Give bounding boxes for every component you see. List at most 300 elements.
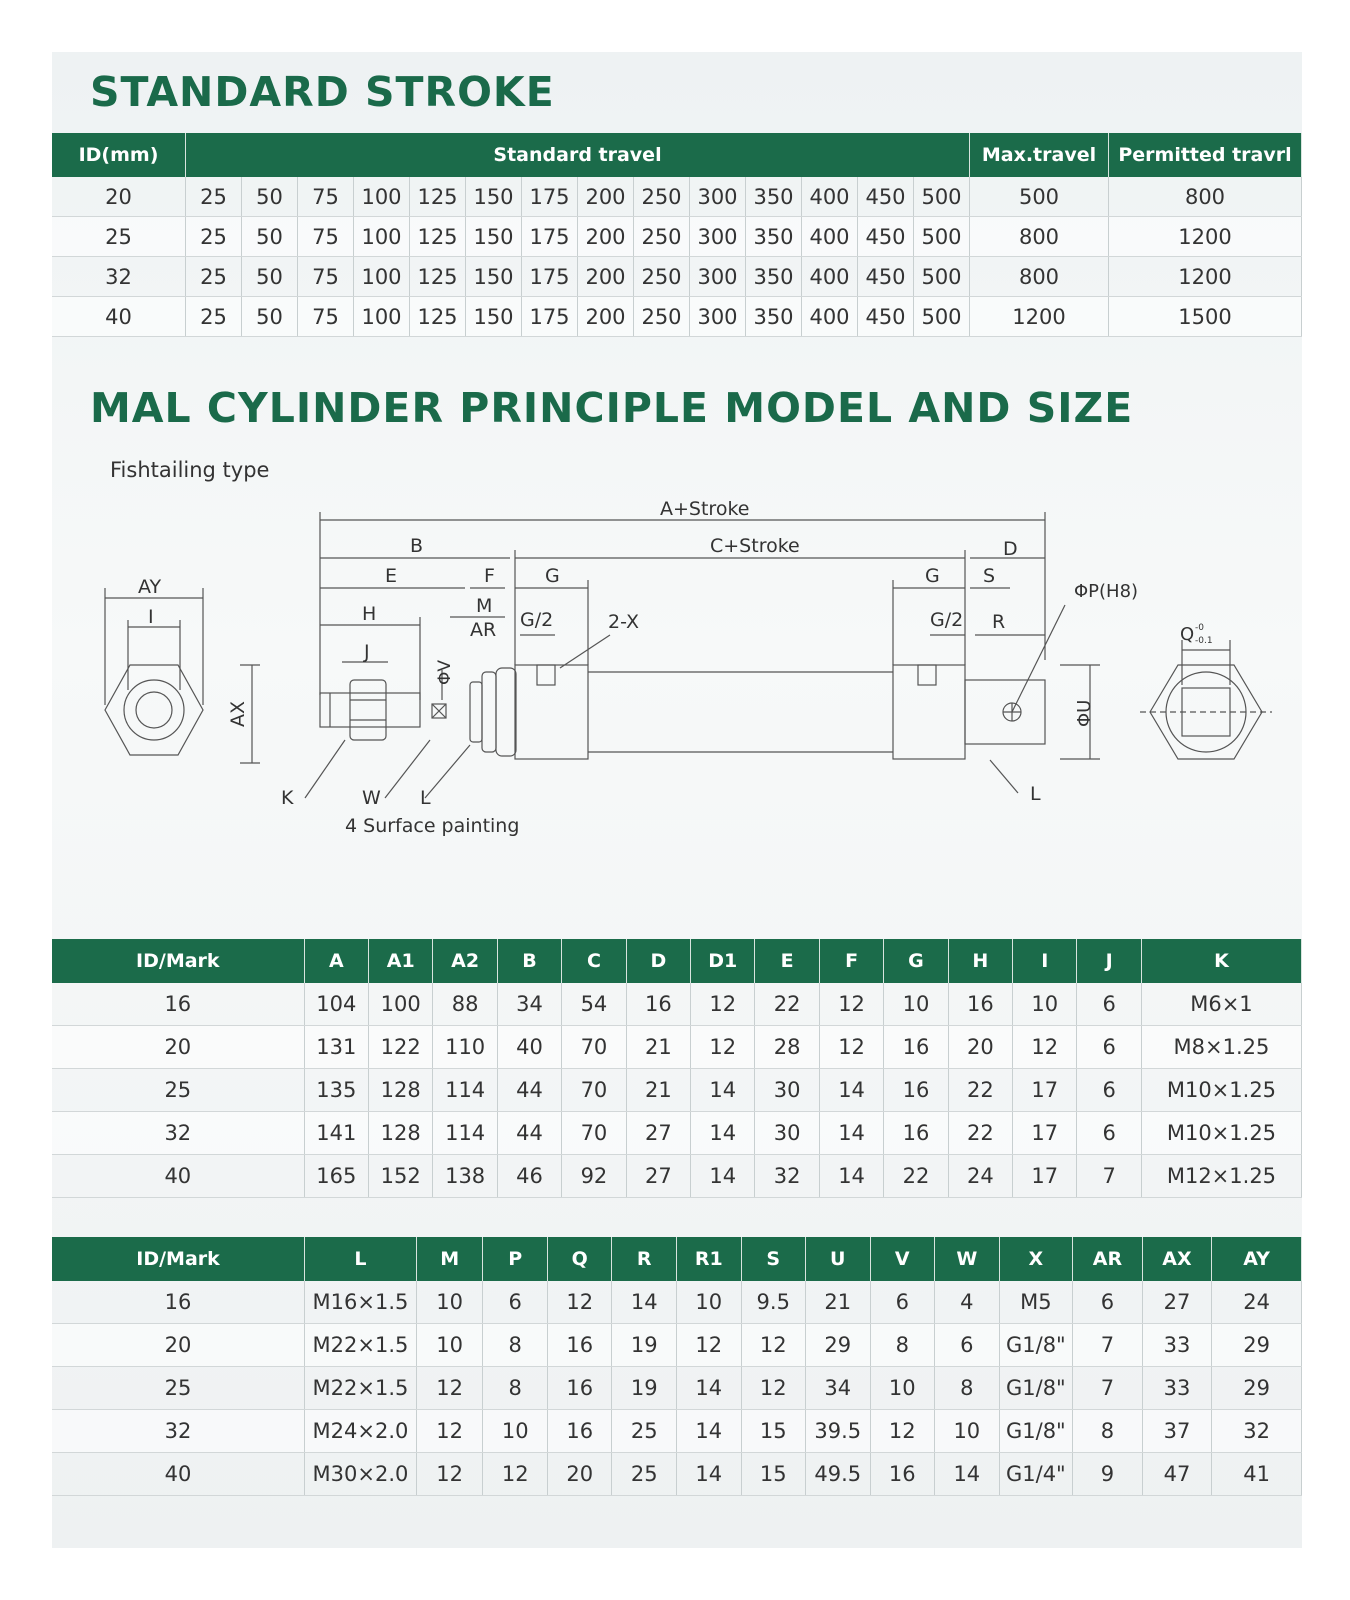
table-cell: 114: [433, 1069, 497, 1112]
travel-cell: 350: [746, 177, 802, 217]
table-cell: 15: [741, 1453, 806, 1496]
permitted-travel-cell: 800: [1109, 177, 1302, 217]
travel-cell: 25: [186, 257, 242, 297]
label-l-right: L: [1030, 783, 1041, 805]
table-cell: 12: [870, 1410, 935, 1453]
table-cell: 128: [369, 1112, 433, 1155]
label-b: B: [410, 535, 424, 557]
table-cell: 16: [870, 1453, 935, 1496]
table-cell: 12: [483, 1453, 548, 1496]
table-row: [52, 1069, 1302, 1112]
travel-cell: 450: [858, 297, 914, 337]
table-cell: 14: [819, 1069, 883, 1112]
label-q: Q: [1180, 624, 1195, 645]
label-p: ΦP(H8): [1074, 581, 1139, 602]
column-header: AY: [1212, 1237, 1302, 1281]
column-header: Q: [547, 1237, 612, 1281]
table-cell: 25: [52, 1069, 304, 1112]
table-cell: 12: [741, 1324, 806, 1367]
table-cell: 14: [676, 1453, 741, 1496]
travel-cell: 150: [466, 217, 522, 257]
table-cell: 16: [884, 1026, 948, 1069]
label-r: R: [992, 611, 1006, 633]
travel-cell: 75: [298, 297, 354, 337]
table-cell: 33: [1142, 1324, 1212, 1367]
table-cell: M5: [999, 1281, 1073, 1324]
label-ax: AX: [227, 700, 249, 727]
column-header: A2: [433, 939, 497, 983]
table-row: [52, 177, 1302, 217]
travel-cell: 500: [914, 297, 970, 337]
travel-cell: 350: [746, 297, 802, 337]
travel-cell: 350: [746, 217, 802, 257]
table-cell: 19: [612, 1324, 677, 1367]
column-header: P: [483, 1237, 548, 1281]
table-cell: 40: [497, 1026, 561, 1069]
column-header: F: [819, 939, 883, 983]
table-cell: 34: [806, 1367, 871, 1410]
table-cell: 122: [369, 1026, 433, 1069]
travel-cell: 400: [802, 217, 858, 257]
table-cell: 15: [741, 1410, 806, 1453]
table-row: [52, 257, 1302, 297]
travel-cell: 500: [914, 257, 970, 297]
table-cell: 10: [676, 1281, 741, 1324]
table-cell: 131: [304, 1026, 368, 1069]
model-size-title: MAL CYLINDER PRINCIPLE MODEL AND SIZE: [90, 384, 1134, 432]
travel-cell: 200: [578, 297, 634, 337]
table-row: [52, 1324, 1302, 1367]
table-cell: 70: [562, 1026, 626, 1069]
travel-cell: 100: [354, 177, 410, 217]
table-cell: 21: [626, 1026, 690, 1069]
label-surface-painting: 4 Surface painting: [345, 815, 520, 837]
travel-cell: 150: [466, 297, 522, 337]
label-g-left: G: [545, 565, 560, 587]
table-cell: 29: [1212, 1324, 1302, 1367]
column-header: B: [497, 939, 561, 983]
table-cell: 16: [884, 1069, 948, 1112]
column-header: A: [304, 939, 368, 983]
travel-cell: 100: [354, 217, 410, 257]
travel-cell: 450: [858, 217, 914, 257]
table-cell: G1/8": [999, 1410, 1073, 1453]
table-cell: 141: [304, 1112, 368, 1155]
travel-cell: 200: [578, 257, 634, 297]
table-cell: 16: [547, 1410, 612, 1453]
travel-cell: 450: [858, 257, 914, 297]
table-cell: 10: [870, 1367, 935, 1410]
header-max-travel: Max.travel: [970, 133, 1109, 177]
column-header: H: [948, 939, 1012, 983]
table-cell: 44: [497, 1069, 561, 1112]
column-header: K: [1141, 939, 1301, 983]
table-cell: 20: [52, 1324, 305, 1367]
column-header: I: [1013, 939, 1077, 983]
cylinder-diagram: [0, 480, 1350, 840]
travel-cell: 75: [298, 257, 354, 297]
table-cell: 70: [562, 1112, 626, 1155]
table-cell: 22: [948, 1112, 1012, 1155]
bore-id-cell: 25: [52, 217, 186, 257]
travel-cell: 125: [410, 297, 466, 337]
table-cell: 6: [1077, 1069, 1141, 1112]
label-c-stroke: C+Stroke: [710, 535, 800, 557]
travel-cell: 300: [690, 257, 746, 297]
table-cell: 14: [691, 1155, 755, 1198]
label-m: M: [476, 595, 493, 617]
travel-cell: 200: [578, 177, 634, 217]
table-cell: 40: [52, 1155, 304, 1198]
table-row: [52, 1410, 1302, 1453]
label-q-tol-up: -0: [1195, 623, 1204, 633]
travel-cell: 125: [410, 217, 466, 257]
type-subtitle: Fishtailing type: [110, 458, 270, 482]
table-cell: 47: [1142, 1453, 1212, 1496]
table-cell: 17: [1013, 1069, 1077, 1112]
max-travel-cell: 500: [970, 177, 1109, 217]
max-travel-cell: 1200: [970, 297, 1109, 337]
table-cell: 22: [755, 983, 819, 1026]
table-cell: M16×1.5: [305, 1281, 417, 1324]
table-cell: 8: [1073, 1410, 1143, 1453]
table-cell: 92: [562, 1155, 626, 1198]
table-cell: 138: [433, 1155, 497, 1198]
label-l-left: L: [420, 787, 431, 809]
table-cell: 32: [1212, 1410, 1302, 1453]
travel-cell: 175: [522, 177, 578, 217]
table-cell: 12: [416, 1367, 483, 1410]
table-cell: 7: [1073, 1367, 1143, 1410]
table-cell: 8: [483, 1324, 548, 1367]
travel-cell: 200: [578, 217, 634, 257]
label-i: I: [148, 606, 154, 628]
table-cell: 165: [304, 1155, 368, 1198]
table-cell: 12: [691, 1026, 755, 1069]
table-cell: 25: [612, 1453, 677, 1496]
travel-cell: 350: [746, 257, 802, 297]
table-cell: 14: [676, 1367, 741, 1410]
travel-cell: 125: [410, 177, 466, 217]
table-cell: 20: [52, 1026, 304, 1069]
label-w: W: [362, 787, 381, 809]
table-cell: 33: [1142, 1367, 1212, 1410]
table-cell: 39.5: [806, 1410, 871, 1453]
table-cell: M22×1.5: [305, 1324, 417, 1367]
table-cell: 12: [819, 983, 883, 1026]
table-cell: G1/4": [999, 1453, 1073, 1496]
table-cell: 14: [935, 1453, 1000, 1496]
table-cell: 24: [1212, 1281, 1302, 1324]
column-header: A1: [369, 939, 433, 983]
permitted-travel-cell: 1200: [1109, 217, 1302, 257]
table-cell: 6: [1077, 1026, 1141, 1069]
table-cell: M10×1.25: [1141, 1069, 1301, 1112]
table-cell: 32: [52, 1410, 305, 1453]
table-cell: 24: [948, 1155, 1012, 1198]
travel-cell: 100: [354, 257, 410, 297]
travel-cell: 100: [354, 297, 410, 337]
travel-cell: 450: [858, 177, 914, 217]
travel-cell: 300: [690, 217, 746, 257]
table-cell: 20: [547, 1453, 612, 1496]
table-cell: 16: [52, 983, 304, 1026]
bore-id-cell: 40: [52, 297, 186, 337]
table-cell: 16: [948, 983, 1012, 1026]
table-row: [52, 297, 1302, 337]
table-cell: 7: [1077, 1155, 1141, 1198]
table-cell: 37: [1142, 1410, 1212, 1453]
table-cell: 6: [870, 1281, 935, 1324]
table-cell: 16: [547, 1324, 612, 1367]
dim1-header-row: [52, 939, 1302, 983]
table-cell: 22: [884, 1155, 948, 1198]
header-id: ID(mm): [52, 133, 186, 177]
table-cell: M22×1.5: [305, 1367, 417, 1410]
table-cell: 8: [483, 1367, 548, 1410]
column-header: R1: [676, 1237, 741, 1281]
table-cell: 14: [819, 1155, 883, 1198]
table-cell: 9.5: [741, 1281, 806, 1324]
bore-id-cell: 32: [52, 257, 186, 297]
travel-cell: 125: [410, 257, 466, 297]
travel-cell: 175: [522, 257, 578, 297]
label-v: ΦV: [435, 659, 455, 685]
table-cell: 12: [416, 1453, 483, 1496]
table-cell: 27: [626, 1155, 690, 1198]
table-cell: 12: [741, 1367, 806, 1410]
travel-cell: 175: [522, 217, 578, 257]
column-header: L: [305, 1237, 417, 1281]
travel-cell: 50: [242, 217, 298, 257]
table-cell: G1/8": [999, 1367, 1073, 1410]
table-cell: M12×1.25: [1141, 1155, 1301, 1198]
table-cell: 20: [948, 1026, 1012, 1069]
table-cell: 12: [819, 1026, 883, 1069]
label-h: H: [362, 603, 377, 625]
table-cell: 12: [416, 1410, 483, 1453]
table-cell: M8×1.25: [1141, 1026, 1301, 1069]
table-cell: 29: [1212, 1367, 1302, 1410]
table-cell: 114: [433, 1112, 497, 1155]
travel-cell: 250: [634, 217, 690, 257]
table-cell: M24×2.0: [305, 1410, 417, 1453]
label-a-stroke: A+Stroke: [660, 498, 750, 520]
table-cell: 17: [1013, 1155, 1077, 1198]
column-header: R: [612, 1237, 677, 1281]
label-j: J: [364, 641, 370, 663]
dimension-table-1: [52, 939, 1302, 1198]
table-cell: 104: [304, 983, 368, 1026]
travel-cell: 50: [242, 297, 298, 337]
column-header: D: [626, 939, 690, 983]
column-header: G: [884, 939, 948, 983]
table-cell: 32: [755, 1155, 819, 1198]
table-cell: 152: [369, 1155, 433, 1198]
table-row: [52, 1112, 1302, 1155]
table-cell: 28: [755, 1026, 819, 1069]
column-header: AR: [1073, 1237, 1143, 1281]
table-cell: 22: [948, 1069, 1012, 1112]
label-e: E: [385, 565, 398, 587]
table-cell: 10: [935, 1410, 1000, 1453]
table-cell: 12: [547, 1281, 612, 1324]
table-cell: 14: [676, 1410, 741, 1453]
travel-cell: 300: [690, 297, 746, 337]
table-cell: 12: [691, 983, 755, 1026]
max-travel-cell: 800: [970, 217, 1109, 257]
table-cell: 14: [819, 1112, 883, 1155]
table-cell: 34: [497, 983, 561, 1026]
label-ar: AR: [470, 619, 497, 641]
table-cell: 10: [884, 983, 948, 1026]
permitted-travel-cell: 1500: [1109, 297, 1302, 337]
travel-cell: 25: [186, 217, 242, 257]
label-f: F: [484, 565, 495, 587]
travel-cell: 250: [634, 257, 690, 297]
table-cell: 16: [52, 1281, 305, 1324]
travel-cell: 500: [914, 177, 970, 217]
table-cell: 10: [416, 1324, 483, 1367]
table-row: [52, 983, 1302, 1026]
travel-cell: 400: [802, 177, 858, 217]
column-header: D1: [691, 939, 755, 983]
table-cell: 8: [935, 1367, 1000, 1410]
table-cell: 6: [483, 1281, 548, 1324]
column-header: J: [1077, 939, 1141, 983]
standard-stroke-table: [52, 133, 1302, 337]
table-cell: 41: [1212, 1453, 1302, 1496]
table-cell: 135: [304, 1069, 368, 1112]
table-cell: M10×1.25: [1141, 1112, 1301, 1155]
table-cell: 7: [1073, 1324, 1143, 1367]
table-cell: 10: [1013, 983, 1077, 1026]
travel-cell: 300: [690, 177, 746, 217]
travel-cell: 150: [466, 177, 522, 217]
table-cell: 27: [626, 1112, 690, 1155]
table-row: [52, 217, 1302, 257]
table-cell: 10: [416, 1281, 483, 1324]
table-cell: 25: [52, 1367, 305, 1410]
travel-cell: 75: [298, 177, 354, 217]
column-header: S: [741, 1237, 806, 1281]
label-u: ΦU: [1074, 699, 1095, 727]
dimension-table-2: [52, 1237, 1302, 1496]
header-permitted-travel: Permitted travrl: [1109, 133, 1302, 177]
table-row: [52, 1026, 1302, 1069]
table-row: [52, 1453, 1302, 1496]
column-header: E: [755, 939, 819, 983]
travel-cell: 175: [522, 297, 578, 337]
table-cell: 110: [433, 1026, 497, 1069]
table-row: [52, 1281, 1302, 1324]
table-cell: 30: [755, 1069, 819, 1112]
table-cell: 10: [483, 1410, 548, 1453]
label-2x: 2-X: [608, 611, 640, 633]
travel-cell: 25: [186, 177, 242, 217]
table-cell: 14: [612, 1281, 677, 1324]
table-cell: 6: [1073, 1281, 1143, 1324]
column-header: M: [416, 1237, 483, 1281]
table-cell: 12: [1013, 1026, 1077, 1069]
label-q-tol-dn: -0.1: [1195, 636, 1213, 646]
table-cell: 16: [547, 1367, 612, 1410]
table-cell: 88: [433, 983, 497, 1026]
table-cell: 32: [52, 1112, 304, 1155]
label-g2-left: G/2: [520, 609, 554, 631]
table-cell: 25: [612, 1410, 677, 1453]
label-k: K: [281, 787, 294, 809]
table-cell: 6: [1077, 983, 1141, 1026]
standard-stroke-title: STANDARD STROKE: [90, 68, 555, 116]
label-g2-right: G/2: [930, 609, 964, 631]
table-cell: 40: [52, 1453, 305, 1496]
table-cell: 49.5: [806, 1453, 871, 1496]
table-cell: 29: [806, 1324, 871, 1367]
table-cell: 128: [369, 1069, 433, 1112]
table-cell: 16: [884, 1112, 948, 1155]
travel-cell: 400: [802, 297, 858, 337]
table-cell: G1/8": [999, 1324, 1073, 1367]
bore-id-cell: 20: [52, 177, 186, 217]
permitted-travel-cell: 1200: [1109, 257, 1302, 297]
table-cell: 21: [626, 1069, 690, 1112]
dim2-header-row: [52, 1237, 1302, 1281]
column-header: AX: [1142, 1237, 1212, 1281]
column-header: ID/Mark: [52, 1237, 305, 1281]
table-row: [52, 1367, 1302, 1410]
table-cell: 8: [870, 1324, 935, 1367]
table-cell: M30×2.0: [305, 1453, 417, 1496]
column-header: W: [935, 1237, 1000, 1281]
travel-cell: 75: [298, 217, 354, 257]
table-cell: 6: [1077, 1112, 1141, 1155]
table-cell: 4: [935, 1281, 1000, 1324]
table-cell: 21: [806, 1281, 871, 1324]
label-d: D: [1003, 538, 1018, 560]
table-cell: 6: [935, 1324, 1000, 1367]
column-header: V: [870, 1237, 935, 1281]
label-g-right: G: [925, 565, 940, 587]
table-cell: 14: [691, 1069, 755, 1112]
stroke-table-header: [52, 133, 1302, 177]
travel-cell: 50: [242, 177, 298, 217]
table-cell: 9: [1073, 1453, 1143, 1496]
table-cell: 30: [755, 1112, 819, 1155]
column-header: ID/Mark: [52, 939, 304, 983]
table-row: [52, 1155, 1302, 1198]
max-travel-cell: 800: [970, 257, 1109, 297]
table-cell: M6×1: [1141, 983, 1301, 1026]
table-cell: 54: [562, 983, 626, 1026]
table-cell: 19: [612, 1367, 677, 1410]
travel-cell: 500: [914, 217, 970, 257]
travel-cell: 25: [186, 297, 242, 337]
table-cell: 44: [497, 1112, 561, 1155]
table-cell: 70: [562, 1069, 626, 1112]
table-cell: 14: [691, 1112, 755, 1155]
label-s: S: [983, 565, 996, 587]
travel-cell: 400: [802, 257, 858, 297]
travel-cell: 150: [466, 257, 522, 297]
header-standard-travel: Standard travel: [186, 133, 970, 177]
column-header: C: [562, 939, 626, 983]
travel-cell: 250: [634, 297, 690, 337]
column-header: U: [806, 1237, 871, 1281]
table-cell: 12: [676, 1324, 741, 1367]
table-cell: 17: [1013, 1112, 1077, 1155]
table-cell: 46: [497, 1155, 561, 1198]
